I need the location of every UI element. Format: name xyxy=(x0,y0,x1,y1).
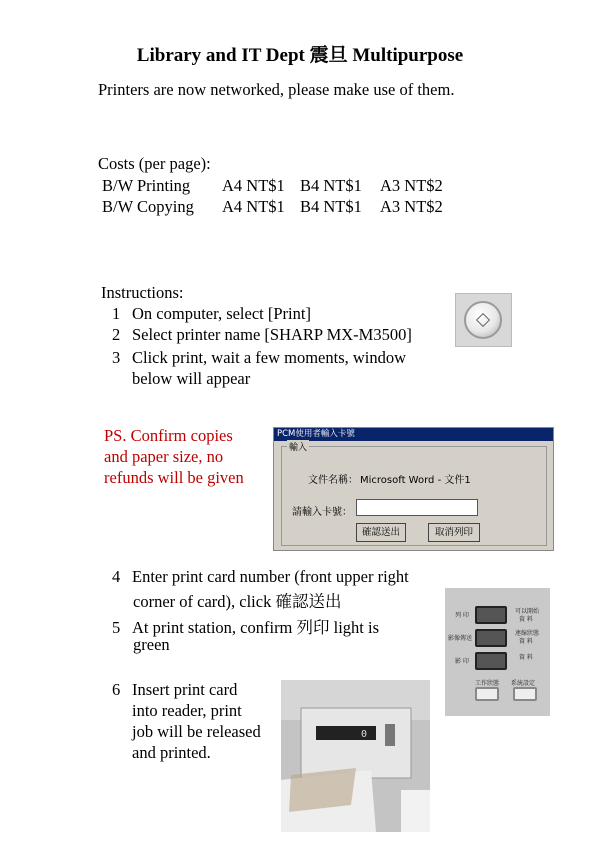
cost-a3: A3 NT$2 xyxy=(380,197,443,216)
copy-key xyxy=(475,652,507,670)
step-text: Click print, wait a few moments, window xyxy=(132,348,407,367)
cost-row-copying xyxy=(102,197,443,217)
reader-display-digit: 0 xyxy=(361,729,368,740)
step-text: Select printer name [SHARP MX-M3500] xyxy=(132,325,412,344)
ps-warning xyxy=(104,425,244,488)
step-number: 1 xyxy=(112,304,121,323)
status-label: 連線狀態 xyxy=(515,630,540,637)
status-label: 可以開始 xyxy=(515,608,540,615)
intro-text: Printers are now networked, please make use of them. xyxy=(98,80,455,99)
doc-name-value: Microsoft Word - 文件1 xyxy=(360,475,471,486)
step-number: 6 xyxy=(112,680,121,699)
status-label: 資 料 xyxy=(519,638,533,645)
step-6 xyxy=(112,680,237,700)
step-text: Enter print card number (front upper right xyxy=(132,567,409,586)
panel-key-label: 列 印 xyxy=(455,612,469,619)
step-4-cont: corner of card), click 確認送出 xyxy=(133,592,342,611)
costs-heading: Costs (per page): xyxy=(98,154,211,173)
cost-a4: A4 NT$1 xyxy=(222,197,285,216)
start-button-icon xyxy=(464,301,502,339)
card-reader-photo xyxy=(281,680,430,832)
page-title: Library and IT Dept 震旦 Multipurpose xyxy=(136,45,464,66)
ps-line: refunds will be given xyxy=(104,468,244,487)
dialog-group xyxy=(281,443,547,546)
step-number: 5 xyxy=(112,618,121,637)
step-2 xyxy=(112,325,412,345)
step-text: At print station, confirm 列印 light is xyxy=(132,618,380,637)
cost-b4: B4 NT$1 xyxy=(300,197,362,216)
card-input-dialog xyxy=(273,427,554,551)
step-5-cont: green xyxy=(133,635,170,654)
start-button-photo xyxy=(455,293,512,347)
status-label: 資 料 xyxy=(519,616,533,623)
status-label: 資 料 xyxy=(519,654,533,661)
step-number: 4 xyxy=(112,567,121,586)
step-6-cont: into reader, print xyxy=(132,701,242,720)
step-number: 2 xyxy=(112,325,121,344)
instructions-heading: Instructions: xyxy=(101,283,184,302)
ps-line: PS. Confirm copies xyxy=(104,426,233,445)
step-6-cont: job will be released xyxy=(132,722,261,741)
dialog-title: PCM使用者輸入卡號 xyxy=(274,428,553,441)
step-6-cont: and printed. xyxy=(132,743,211,762)
panel-key-label: 影 印 xyxy=(455,658,469,665)
print-key xyxy=(475,606,507,624)
step-text: Insert print card xyxy=(132,680,238,699)
cancel-print-button[interactable]: 取消列印 xyxy=(428,523,480,542)
cost-a4: A4 NT$1 xyxy=(222,176,285,195)
panel-bottom-label: 工作狀態 xyxy=(475,680,500,687)
step-number: 3 xyxy=(112,348,121,367)
cost-a3: A3 NT$2 xyxy=(380,176,443,195)
cost-label: B/W Copying xyxy=(102,197,194,216)
card-number-input[interactable] xyxy=(356,499,478,516)
card-number-label: 請輸入卡號： xyxy=(292,507,352,518)
step-3 xyxy=(112,348,406,368)
cost-b4: B4 NT$1 xyxy=(300,176,362,195)
printer-panel-photo xyxy=(445,588,550,716)
group-label: 輸入 xyxy=(287,440,309,453)
panel-key-label: 影像傳送 xyxy=(448,635,473,642)
image-send-key xyxy=(475,629,507,647)
system-settings-key xyxy=(513,687,537,701)
step-3-cont: below will appear xyxy=(132,369,251,388)
job-status-key xyxy=(475,687,499,701)
card-reader-icon xyxy=(281,680,430,832)
cost-row-printing xyxy=(102,176,443,196)
doc-name-label: 文件名稱： xyxy=(308,475,358,486)
confirm-send-button[interactable]: 確認送出 xyxy=(356,523,406,542)
panel-bottom-label: 系統設定 xyxy=(511,680,536,687)
step-4 xyxy=(112,567,409,587)
step-text: On computer, select [Print] xyxy=(132,304,311,323)
ps-line: and paper size, no xyxy=(104,447,224,466)
step-1 xyxy=(112,304,311,324)
cost-label: B/W Printing xyxy=(102,176,191,195)
